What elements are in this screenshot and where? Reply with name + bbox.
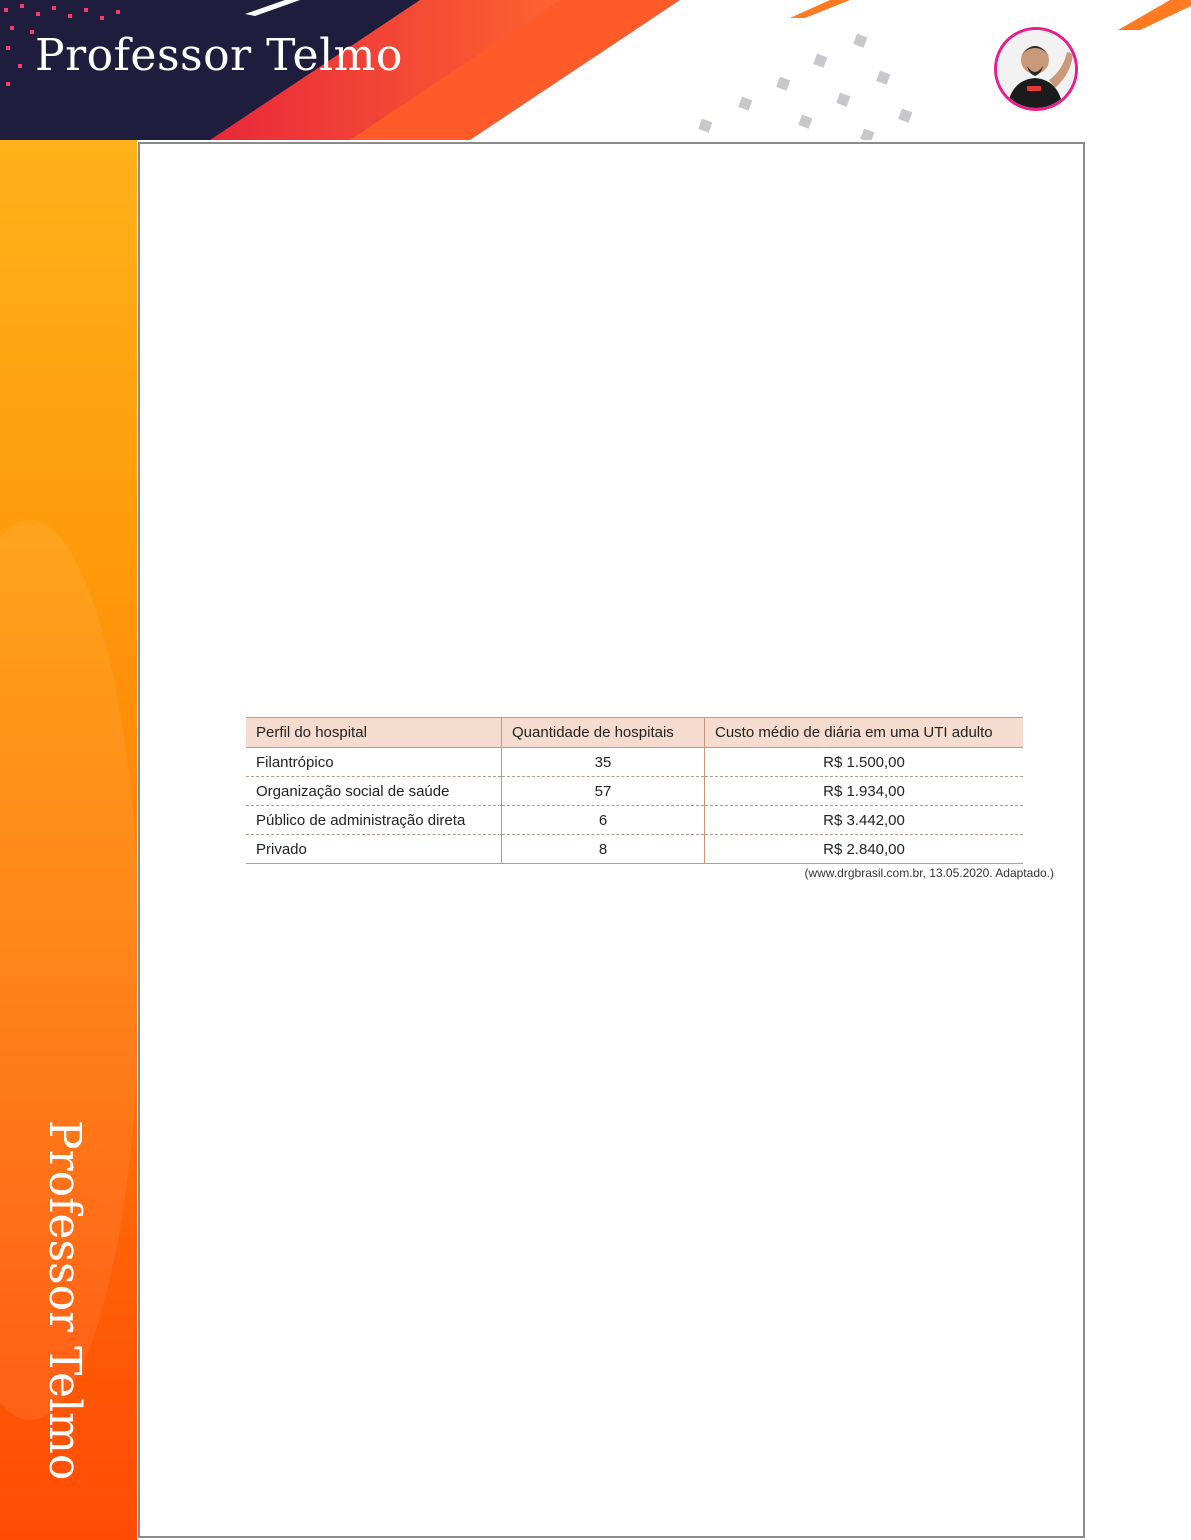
table-row	[246, 835, 1023, 864]
table-row	[246, 777, 1023, 806]
header-title: Professor Telmo	[35, 30, 403, 81]
avatar	[994, 27, 1078, 111]
cell-profile: Filantrópico	[246, 748, 502, 777]
table-source-citation: (www.drgbrasil.com.br, 13.05.2020. Adaptado.)	[804, 866, 1054, 880]
table-row	[246, 806, 1023, 835]
table-row	[246, 748, 1023, 777]
cell-count: 8	[502, 835, 705, 864]
column-header-cost: Custo médio de diária em uma UTI adulto	[705, 718, 1024, 748]
table-header-row	[246, 718, 1023, 748]
cell-profile: Organização social de saúde	[246, 777, 502, 806]
cell-count: 6	[502, 806, 705, 835]
column-header-profile: Perfil do hospital	[246, 718, 502, 748]
cell-count: 57	[502, 777, 705, 806]
sidebar-vertical-title: Professor Telmo	[39, 1120, 90, 1481]
person-icon	[997, 30, 1075, 108]
header-banner	[0, 0, 1191, 140]
cell-profile: Público de administração direta	[246, 806, 502, 835]
cell-cost: R$ 1.500,00	[705, 748, 1024, 777]
cell-profile: Privado	[246, 835, 502, 864]
column-header-count: Quantidade de hospitais	[502, 718, 705, 748]
hospital-cost-table	[246, 717, 1023, 864]
cell-cost: R$ 1.934,00	[705, 777, 1024, 806]
cell-count: 35	[502, 748, 705, 777]
cell-cost: R$ 3.442,00	[705, 806, 1024, 835]
cell-cost: R$ 2.840,00	[705, 835, 1024, 864]
